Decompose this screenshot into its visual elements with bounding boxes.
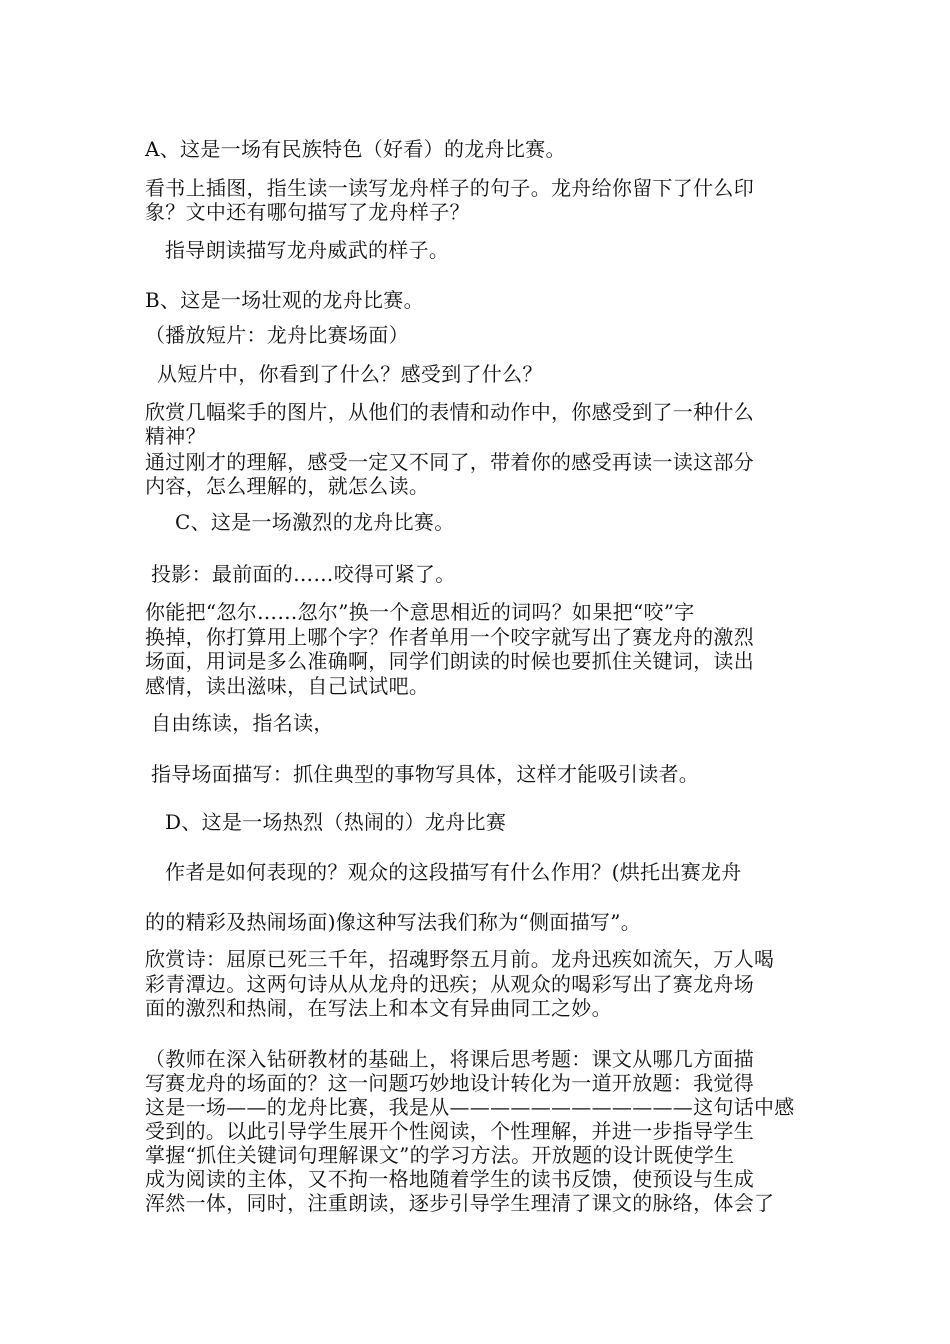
text-line: 指导朗读描写龙舟威武的样子。 xyxy=(165,238,450,262)
text-line: 指导场面描写：抓住典型的事物写具体，这样才能吸引读者。 xyxy=(151,762,700,786)
text-line: 作者是如何表现的？观众的这段描写有什么作用？(烘托出赛龙舟 xyxy=(165,860,742,884)
text-line: 精神？ xyxy=(145,424,206,448)
text-line: 成为阅读的主体，又不拘一格地随着学生的读书反馈，使预设与生成 xyxy=(145,1167,754,1191)
text-line: 欣赏几幅桨手的图片，从他们的表情和动作中，你感受到了一种什么 xyxy=(145,400,754,424)
text-line: 通过刚才的理解，感受一定又不同了，带着你的感受再读一读这部分 xyxy=(145,450,754,474)
text-line: 自由练读，指名读， xyxy=(151,711,334,735)
text-line: 场面，用词是多么准确啊，同学们朗读的时候也要抓住关键词，读出 xyxy=(145,649,754,673)
text-line: 浑然一体，同时，注重朗读，逐步引导学生理清了课文的脉络，体会了 xyxy=(145,1191,775,1215)
text-line: 的的精彩及热闹场面)像这种写法我们称为“侧面描写”。 xyxy=(145,910,642,934)
text-line: 欣赏诗：屈原已死三千年，招魂野祭五月前。龙舟迅疾如流矢，万人喝 xyxy=(145,947,775,971)
text-line: 内容，怎么理解的，就怎么读。 xyxy=(145,474,430,498)
text-line: 感情，读出滋味，自己试试吧。 xyxy=(145,674,430,698)
text-line: 象？文中还有哪句描写了龙舟样子？ xyxy=(145,200,470,224)
heading-b: B、这是一场壮观的龙舟比赛。 xyxy=(145,288,424,312)
text-line: 受到的。以此引导学生展开个性阅读，个性理解，并进一步指导学生 xyxy=(145,1119,754,1143)
text-line: （播放短片：龙舟比赛场面） xyxy=(145,323,409,347)
heading-c: C、这是一场激烈的龙舟比赛。 xyxy=(175,510,455,534)
text-line: 这是一场——的龙舟比赛，我是从————————————这句话中感 xyxy=(145,1095,795,1119)
text-line: 写赛龙舟的场面的？这一问题巧妙地设计转化为一道开放题：我觉得 xyxy=(145,1071,754,1095)
text-line: 投影：最前面的……咬得可紧了。 xyxy=(151,562,456,586)
text-line: 面的激烈和热闹，在写法上和本文有异曲同工之妙。 xyxy=(145,996,612,1020)
text-line: 掌握“抓住关键词句理解课文”的学习方法。开放题的设计既使学生 xyxy=(145,1143,735,1167)
text-line: 看书上插图，指生读一读写龙舟样子的句子。龙舟给你留下了什么印 xyxy=(145,176,754,200)
text-line: 从短片中，你看到了什么？感受到了什么？ xyxy=(157,362,543,386)
text-line: （教师在深入钻研教材的基础上，将课后思考题：课文从哪几方面描 xyxy=(145,1047,754,1071)
text-line: 你能把“忽尔……忽尔”换一个意思相近的词吗？如果把“咬”字 xyxy=(145,600,695,624)
text-line: 换掉，你打算用上哪个字？作者单用一个咬字就写出了赛龙舟的激烈 xyxy=(145,625,754,649)
heading-a: A、这是一场有民族特色（好看）的龙舟比赛。 xyxy=(145,137,566,161)
text-line: 彩青潭边。这两句诗从从龙舟的迅疾；从观众的喝彩写出了赛龙舟场 xyxy=(145,972,754,996)
heading-d: D、这是一场热烈（热闹的）龙舟比赛 xyxy=(165,810,507,834)
